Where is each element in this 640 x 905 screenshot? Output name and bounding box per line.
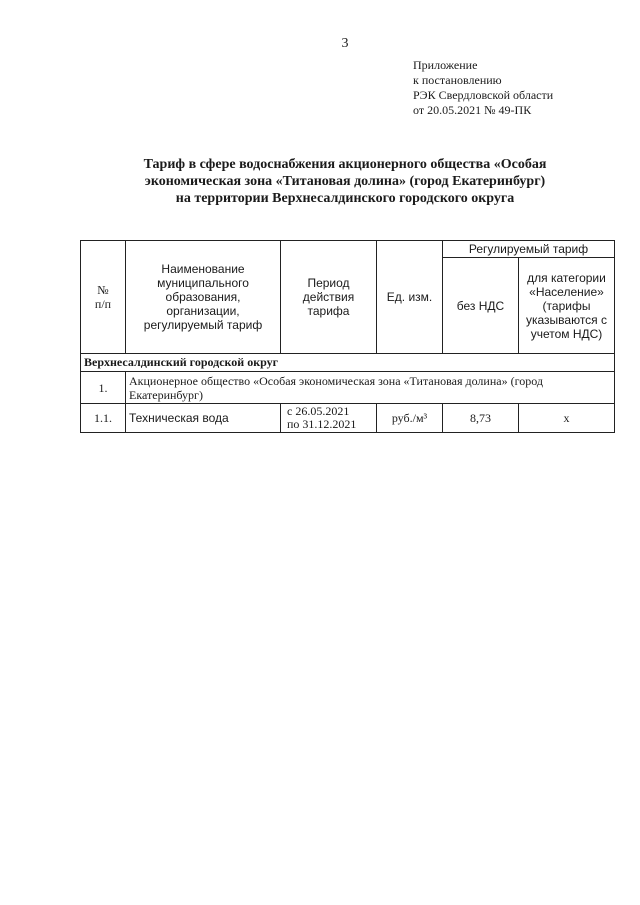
table-row <box>81 372 615 404</box>
title-line: экономическая зона «Титановая долина» (город Екатеринбург) <box>144 174 546 189</box>
header-period-line: Период <box>307 276 350 290</box>
header-num-abbr: п/п <box>94 297 112 311</box>
header-name: Наименование муниципального образования, организации, регулируемый тариф <box>126 241 281 354</box>
header-regulated-tariff: Регулируемый тариф <box>443 241 615 258</box>
header-num <box>81 241 126 354</box>
page-number: 3 <box>341 36 349 51</box>
header-no-vat: без НДС <box>443 258 519 354</box>
organization-name: Акционерное общество «Особая экономическая зона «Титановая долина» (город Екатеринбург) <box>126 372 615 404</box>
document-title <box>80 156 610 207</box>
header-period-line: тарифа <box>307 304 350 318</box>
table-row <box>81 404 615 433</box>
header-num-symbol: № <box>97 283 109 297</box>
appendix-line: Приложение <box>413 58 478 72</box>
tariff-no-vat-value: 8,73 <box>443 404 519 433</box>
title-line: Тариф в сфере водоснабжения акционерного общества «Особая <box>143 157 547 172</box>
unit-value: руб./м³ <box>377 404 443 433</box>
table-header-row <box>81 241 615 258</box>
appendix-block <box>413 58 553 118</box>
appendix-line: к постановлению <box>413 73 502 87</box>
section-row <box>81 354 615 372</box>
period-from: с 26.05.2021 <box>287 404 350 418</box>
header-unit: Ед. изм. <box>377 241 443 354</box>
period-to: по 31.12.2021 <box>287 417 357 431</box>
header-period <box>281 241 377 354</box>
tariff-period <box>281 404 377 433</box>
title-line: на территории Верхнесалдинского городского округа <box>175 191 515 206</box>
tariff-table <box>80 240 615 433</box>
row-num: 1.1. <box>81 404 126 433</box>
appendix-line: РЭК Свердловской области <box>413 88 554 102</box>
appendix-line: от 20.05.2021 № 49-ПК <box>413 103 532 117</box>
tariff-population-value: х <box>519 404 615 433</box>
tariff-name: Техническая вода <box>126 404 281 433</box>
row-num: 1. <box>81 372 126 404</box>
header-population: для категории «Население» (тарифы указываются с учетом НДС) <box>519 258 615 354</box>
section-title: Верхнесалдинский городской округ <box>81 354 615 372</box>
header-period-line: действия <box>302 290 355 304</box>
